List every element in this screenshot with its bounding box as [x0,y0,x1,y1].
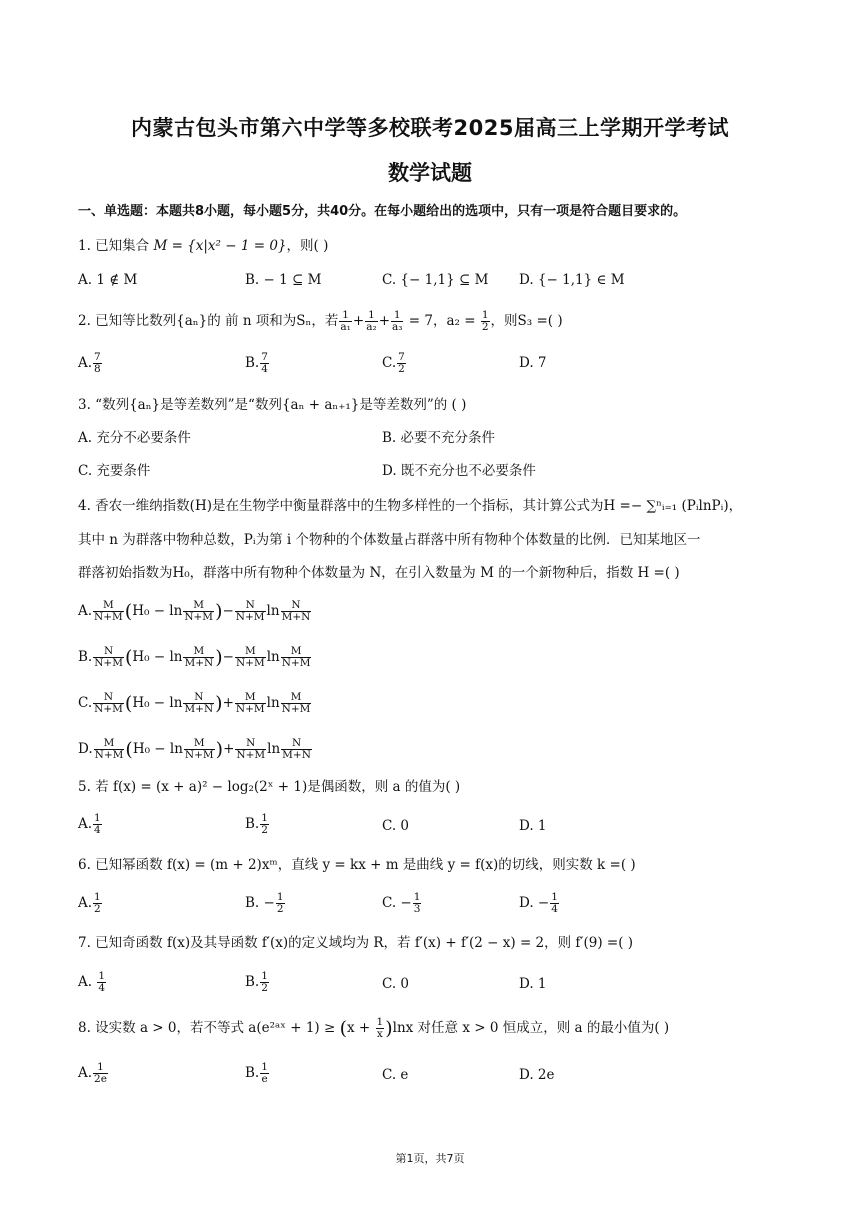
q8-option-d: D. 2e [519,1067,555,1083]
q8-option-c: C. e [382,1067,409,1083]
q7-option-b: B. $\frac{1}{2}$ [245,970,268,994]
q3-option-a: A. 充分不必要条件 [78,430,191,446]
page-subtitle: 数学试题 [388,161,472,185]
q2-option-d: D. 7 [519,355,547,371]
question-4-line-1: 4. 香农一维纳指数(H)是在生物学中衡量群落中的生物多样性的一个指标，其计算公式为H =− ∑ⁿᵢ₌₁ (PᵢlnPᵢ)， [78,498,743,514]
q6-option-b: B. − $\frac{1}{2}$ [245,891,284,915]
q2-option-c: C. $\frac{7}{2}$ [382,351,405,375]
q3-option-d: D. 既不充分也不必要条件 [382,463,536,479]
q5-option-c: C. 0 [382,818,410,834]
question-2-stem: 2. 已知等比数列{aₙ}的 前 n 项和为Sₙ，若 $\frac{1}{\text{a₁}}$ + $\frac{1}{\text{a₂}}$ + $\frac{1}{\text{a₃}}$ = 7，a₂ = $\frac{1}{2}$ ，则S₃ =( ) [78,309,563,333]
q1-option-d: D. {− 1,1} ∈ M [519,272,625,288]
question-1-stem: 1. 已知集合 M = {x|x² − 1 = 0}，则( ) [78,238,329,254]
q7-option-a: A. $\frac{1}{4}$ [78,970,106,994]
question-6-stem: 6. 已知幂函数 f(x) = (m + 2)xᵐ，直线 y = kx + m 是曲线 y = f(x)的切线，则实数 k =( ) [78,857,636,873]
q6-option-a: A. $\frac{1}{2}$ [78,891,101,915]
q7-option-c: C. 0 [382,976,410,992]
q4-option-c: C. $\frac{N}{N+M}$ (H₀ − ln $\frac{N}{M+N}$ )+ $\frac{M}{N+M}$ ln $\frac{M}{N+M}$ [78,691,311,715]
question-3-stem: 3. “数列{aₙ}是等差数列”是“数列{aₙ + aₙ₊₁}是等差数列”的 ( ) [78,397,467,413]
q1-option-a: A. 1 ∉ M [78,272,138,288]
question-5-stem: 5. 若 f(x) = (x + a)² − log₂(2ˣ + 1)是偶函数，则 a 的值为( ) [78,779,461,795]
question-7-stem: 7. 已知奇函数 f(x)及其导函数 f′(x)的定义域均为 R，若 f′(x) + f′(2 − x) = 2，则 f′(9) =( ) [78,935,634,951]
q1-option-b: B. − 1 ⊆ M [245,272,322,288]
q6-option-c: C. − $\frac{1}{3}$ [382,891,421,915]
q4-option-a: A. $\frac{M}{N+M}$ (H₀ − ln $\frac{M}{N+M}$ )− $\frac{N}{N+M}$ ln $\frac{N}{M+N}$ [78,599,311,623]
q8-option-a: A. $\frac{1}{2e}$ [78,1061,107,1085]
q3-option-b: B. 必要不充分条件 [382,430,496,446]
section-heading: 一、单选题：本题共8小题，每小题5分，共40分。在每小题给出的选项中，只有一项是符合题目要求的。 [78,204,687,219]
q8-option-b: B. $\frac{1}{e}$ [245,1061,268,1085]
q5-option-d: D. 1 [519,818,547,834]
q5-option-a: A. $\frac{1}{4}$ [78,812,101,836]
q4-option-d: D. $\frac{M}{N+M}$ (H₀ − ln $\frac{M}{N+M}$ )+ $\frac{N}{N+M}$ ln $\frac{N}{M+N}$ [78,737,311,761]
q7-option-d: D. 1 [519,976,547,992]
q2-option-a: A. $\frac{7}{8}$ [78,351,101,375]
q1-option-c: C. {− 1,1} ⊆ M [382,272,489,288]
q4-option-b: B. $\frac{N}{N+M}$ (H₀ − ln $\frac{M}{M+N}$ )− $\frac{M}{N+M}$ ln $\frac{M}{N+M}$ [78,645,311,669]
q2-option-b: B. $\frac{7}{4}$ [245,351,268,375]
q3-option-c: C. 充要条件 [78,463,151,479]
page-title: 内蒙古包头市第六中学等多校联考2025届高三上学期开学考试 [131,116,729,140]
q6-option-d: D. − $\frac{1}{4}$ [519,891,558,915]
page-footer: 第1页，共7页 [395,1152,465,1165]
question-8-stem: 8. 设实数 a > 0，若不等式 a(e²ᵃˣ + 1) ≥ (x + $\frac{1}{x}$ )lnx 对任意 x > 0 恒成立，则 a 的最小值为( ) [78,1016,670,1040]
q5-option-b: B. $\frac{1}{2}$ [245,812,268,836]
question-4-line-3: 群落初始指数为H₀，群落中所有物种个体数量为 N，在引入数量为 M 的一个新物种后，指数 H =( ) [78,565,680,581]
question-4-line-2: 其中 n 为群落中物种总数，Pᵢ为第 i 个物种的个体数量占群落中所有物种个体数量的比例．已知某地区一 [78,532,701,548]
